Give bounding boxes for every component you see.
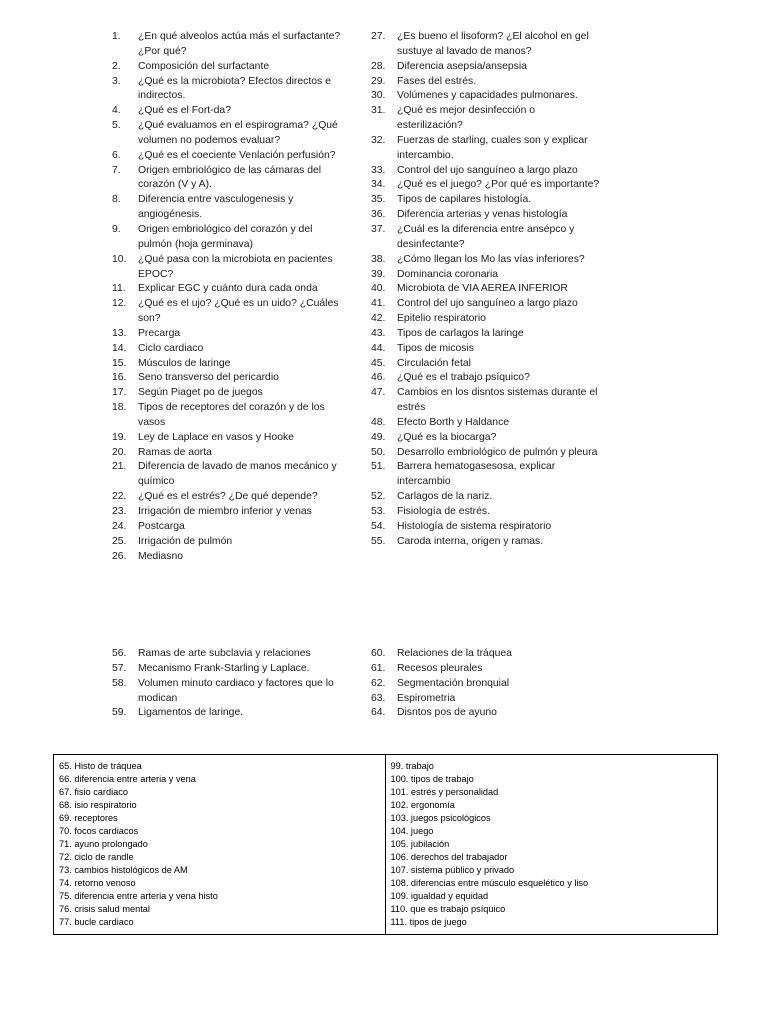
topic-row: 70. focos cardiacos xyxy=(59,826,139,836)
topic-row: 74. retorno venoso xyxy=(59,878,136,888)
question-text: Irrigación de pulmón xyxy=(138,535,233,547)
question-number: 21. xyxy=(112,461,127,473)
question-text: Epitelio respiratorio xyxy=(397,313,486,325)
question-number: 40. xyxy=(371,283,386,295)
question-item xyxy=(371,297,603,312)
topic-table xyxy=(53,754,718,935)
question-item xyxy=(112,647,344,662)
question-text: Cambios en los disntos sistemas durante el estrés xyxy=(397,387,598,414)
topic-row: 72. ciclo de randle xyxy=(59,852,134,862)
question-item xyxy=(371,692,603,707)
question-item xyxy=(371,193,603,208)
question-text: Relaciones de la tráquea xyxy=(397,648,512,659)
question-number: 58. xyxy=(112,677,127,689)
topic-row: 76. crisis salud mental xyxy=(59,904,150,914)
topic-row: 69. receptores xyxy=(59,813,118,823)
question-text: Ramas de aorta xyxy=(138,446,212,458)
question-number: 1. xyxy=(112,31,121,42)
question-text: Fases del estrés. xyxy=(397,75,477,87)
question-item xyxy=(112,193,344,223)
question-item xyxy=(371,460,603,490)
question-text: Efecto Borth y Haldance xyxy=(397,416,510,428)
topic-row: 111. tipos de juego xyxy=(390,917,467,927)
question-number: 54. xyxy=(371,520,386,532)
question-item xyxy=(371,446,603,461)
question-text: Histología de sistema respiratorio xyxy=(397,520,552,532)
question-text: Carlagos de la nariz. xyxy=(397,491,493,503)
question-number: 4. xyxy=(112,105,121,117)
question-number: 30. xyxy=(371,90,386,102)
question-text: Tipos de capilares histología. xyxy=(397,194,532,206)
question-item xyxy=(112,490,344,505)
topic-row: 73. cambios histológicos de AM xyxy=(59,865,188,875)
question-number: 3. xyxy=(112,75,121,87)
question-number: 9. xyxy=(112,223,121,235)
question-item xyxy=(371,520,603,535)
question-item xyxy=(112,662,344,677)
question-item xyxy=(371,60,603,75)
question-number: 36. xyxy=(371,209,386,221)
question-text: Fisiología de estrés. xyxy=(397,506,490,517)
question-text: Disntos pos de ayuno xyxy=(397,707,497,719)
question-item xyxy=(112,60,344,75)
question-number: 62. xyxy=(371,677,386,689)
question-text: Espirometria xyxy=(397,692,456,704)
topic-row: 109. igualdad y equidad xyxy=(390,891,489,901)
topic-row: 100. tipos de trabajo xyxy=(390,774,474,784)
question-item xyxy=(112,297,344,327)
topic-row: 71. ayuno prolongado xyxy=(59,839,148,849)
question-number: 46. xyxy=(371,372,386,384)
question-item xyxy=(112,164,344,194)
question-item xyxy=(371,104,603,134)
question-text: Volumen minuto cardiaco y factores que lo modican xyxy=(138,677,334,704)
question-item xyxy=(371,30,603,60)
question-number: 64. xyxy=(371,707,386,719)
question-item xyxy=(371,357,603,372)
topic-row: 101. estrés y personalidad xyxy=(390,787,499,797)
question-number: 23. xyxy=(112,506,127,517)
question-text: Seno transverso del pericardio xyxy=(138,372,279,384)
question-number: 38. xyxy=(371,253,386,265)
topic-table-left-column xyxy=(54,755,386,934)
topic-row: 105. jubilación xyxy=(390,839,450,849)
question-item xyxy=(371,282,603,297)
question-item xyxy=(112,119,344,149)
question-text: Segmentación bronquial xyxy=(397,677,510,689)
question-number: 8. xyxy=(112,194,121,206)
topic-row: 99. trabajo xyxy=(390,761,434,771)
question-item xyxy=(112,253,344,283)
question-item xyxy=(371,490,603,505)
question-text: Volúmenes y capacidades pulmonares. xyxy=(397,90,578,102)
question-text: ¿Qué es mejor desinfección o esterilización? xyxy=(397,105,536,132)
topic-row: 66. diferencia entre arteria y vena xyxy=(59,774,196,784)
topic-row: 108. diferencias entre músculo esquelético y liso xyxy=(390,878,589,888)
question-number: 57. xyxy=(112,662,127,674)
question-text: Músculos de laringe xyxy=(138,357,231,369)
question-number: 16. xyxy=(112,372,127,384)
topic-row: 75. diferencia entre arteria y vena histo xyxy=(59,891,218,901)
question-item xyxy=(371,312,603,327)
question-number: 51. xyxy=(371,461,386,473)
question-item xyxy=(112,104,344,119)
question-number: 53. xyxy=(371,506,386,517)
question-text: ¿Cuál es la diferencia entre ansépco y desinfectante? xyxy=(397,223,575,250)
question-item xyxy=(112,431,344,446)
question-number: 22. xyxy=(112,491,127,503)
question-number: 48. xyxy=(371,416,386,428)
question-text: Diferencia asepsia/ansepsia xyxy=(397,60,527,72)
question-text: Tipos de carlagos la laringe xyxy=(397,327,524,339)
question-item xyxy=(371,178,603,193)
question-number: 6. xyxy=(112,149,121,161)
question-number: 5. xyxy=(112,120,121,132)
question-number: 63. xyxy=(371,692,386,704)
question-number: 28. xyxy=(371,60,386,72)
question-item xyxy=(371,342,603,357)
question-text: ¿Qué es la microbiota? Efectos directos e indirectos. xyxy=(138,75,331,102)
question-text: Ligamentos de laringe. xyxy=(138,707,244,719)
topic-row: 68. isio respiratorio xyxy=(59,800,137,810)
question-text: ¿Qué es el ujo? ¿Qué es un uido? ¿Cuáles son? xyxy=(138,298,339,325)
question-number: 15. xyxy=(112,357,127,369)
question-number: 31. xyxy=(371,105,386,117)
question-list-lower-right xyxy=(371,647,603,721)
question-number: 24. xyxy=(112,520,127,532)
question-number: 56. xyxy=(112,648,127,659)
question-item xyxy=(112,677,344,707)
question-item xyxy=(371,535,603,550)
question-text: Diferencia entre vasculogenesis y angiogénesis. xyxy=(138,194,294,221)
question-text: Microbiota de VIA AEREA INFERIOR xyxy=(397,283,568,295)
question-item xyxy=(112,401,344,431)
question-text: Caroda interna, origen y ramas. xyxy=(397,535,544,547)
question-number: 52. xyxy=(371,491,386,503)
question-number: 14. xyxy=(112,342,127,354)
question-item xyxy=(112,342,344,357)
question-item xyxy=(112,706,344,721)
question-text: ¿Qué es el Fort-da? xyxy=(138,105,231,117)
question-number: 34. xyxy=(371,179,386,191)
question-text: ¿En qué alveolos actúa más el surfactante? ¿Por qué? xyxy=(138,31,341,57)
question-item xyxy=(371,268,603,283)
question-list-right xyxy=(371,30,603,550)
question-text: Origen embriológico de las cámaras del corazón (V y A). xyxy=(138,164,322,191)
question-item xyxy=(371,416,603,431)
question-number: 29. xyxy=(371,75,386,87)
question-text: Origen embriológico del corazón y del pulmón (hoja germinava) xyxy=(138,223,313,250)
question-text: Control del ujo sanguíneo a largo plazo xyxy=(397,298,578,310)
question-item xyxy=(371,327,603,342)
topic-row: 65. Histo de tráquea xyxy=(59,761,142,771)
question-text: Tipos de micosis xyxy=(397,342,474,354)
question-item xyxy=(371,677,603,692)
question-number: 25. xyxy=(112,535,127,547)
question-item xyxy=(371,647,603,662)
question-item xyxy=(371,662,603,677)
question-number: 42. xyxy=(371,313,386,325)
question-text: Recesos pleurales xyxy=(397,662,483,674)
question-number: 32. xyxy=(371,134,386,146)
question-text: Circulación fetal xyxy=(397,357,471,369)
question-number: 18. xyxy=(112,402,127,414)
question-text: ¿Qué evaluamos en el espirograma? ¿Qué volumen no podemos evaluar? xyxy=(138,120,338,146)
question-text: Según Piaget po de juegos xyxy=(138,387,263,399)
question-text: Composición del surfactante xyxy=(138,60,270,72)
question-number: 20. xyxy=(112,446,127,458)
question-text: ¿Qué pasa con la microbiota en pacientes EPOC? xyxy=(138,253,333,280)
topic-row: 104. juego xyxy=(390,826,434,836)
question-item xyxy=(112,223,344,253)
question-text: ¿Qué es la biocarga? xyxy=(397,431,497,443)
topic-row: 102. ergonomía xyxy=(390,800,455,810)
question-text: Ley de Laplace en vasos y Hooke xyxy=(138,431,294,443)
question-text: Mediasno xyxy=(138,550,184,562)
question-number: 13. xyxy=(112,327,127,339)
question-number: 27. xyxy=(371,31,386,42)
question-text: Mecanismo Frank-Starling y Laplace. xyxy=(138,662,310,674)
question-item xyxy=(371,223,603,253)
question-text: Ramas de arte subclavia y relaciones xyxy=(138,648,311,659)
question-number: 7. xyxy=(112,164,121,176)
question-number: 43. xyxy=(371,327,386,339)
question-text: Postcarga xyxy=(138,520,185,532)
topic-row: 107. sistema público y privado xyxy=(390,865,515,875)
question-text: Ciclo cardiaco xyxy=(138,342,204,354)
question-number: 26. xyxy=(112,550,127,562)
question-number: 61. xyxy=(371,662,386,674)
question-item xyxy=(112,550,344,565)
question-number: 59. xyxy=(112,707,127,719)
question-item xyxy=(371,706,603,721)
question-item xyxy=(112,149,344,164)
question-number: 2. xyxy=(112,60,121,72)
question-number: 50. xyxy=(371,446,386,458)
question-text: Irrigación de miembro inferior y venas xyxy=(138,506,312,517)
question-item xyxy=(112,327,344,342)
question-item xyxy=(371,75,603,90)
question-number: 39. xyxy=(371,268,386,280)
question-item xyxy=(112,371,344,386)
question-number: 11. xyxy=(112,283,126,295)
question-item xyxy=(371,164,603,179)
question-text: Barrera hematogasesosa, explicar intercambio xyxy=(397,461,556,488)
question-number: 17. xyxy=(112,387,127,399)
question-item xyxy=(112,30,344,60)
question-number: 49. xyxy=(371,431,386,443)
question-number: 19. xyxy=(112,431,127,443)
question-number: 47. xyxy=(371,387,386,399)
question-item xyxy=(371,371,603,386)
question-text: ¿Qué es el trabajo psíquico? xyxy=(397,372,530,384)
question-item xyxy=(112,357,344,372)
topic-table-right-column xyxy=(386,755,718,934)
question-item xyxy=(112,460,344,490)
question-text: Diferencia de lavado de manos mecánico y químico xyxy=(138,461,337,488)
question-item xyxy=(371,134,603,164)
question-text: Explicar EGC y cuánto dura cada onda xyxy=(138,283,318,295)
question-text: ¿Qué es el juego? ¿Por qué es importante? xyxy=(397,179,600,191)
question-item xyxy=(371,208,603,223)
topic-row: 67. fisio cardiaco xyxy=(59,787,128,797)
topic-row: 106. derechos del trabajador xyxy=(390,852,508,862)
question-item xyxy=(112,535,344,550)
question-text: ¿Qué es el coeciente Venlación perfusión? xyxy=(138,149,336,161)
question-item xyxy=(371,253,603,268)
question-text: ¿Es bueno el lisoform? ¿El alcohol en gel sustuye al lavado de manos? xyxy=(397,31,589,57)
question-text: ¿Qué es el estrés? ¿De qué depende? xyxy=(138,491,318,503)
question-item xyxy=(112,75,344,105)
question-item xyxy=(371,505,603,520)
question-number: 45. xyxy=(371,357,386,369)
question-item xyxy=(371,386,603,416)
question-item xyxy=(112,446,344,461)
question-text: Control del ujo sanguíneo a largo plazo xyxy=(397,164,578,176)
question-text: Desarrollo embriológico de pulmón y pleura xyxy=(397,446,598,458)
topic-row: 77. bucle cardiaco xyxy=(59,917,134,927)
question-number: 60. xyxy=(371,648,386,659)
question-text: Dominancia coronaria xyxy=(397,268,499,280)
question-text: Tipos de receptores del corazón y de los vasos xyxy=(138,402,325,428)
question-text: Diferencia arterias y venas histología xyxy=(397,209,568,221)
topic-row: 110. que es trabajo psíquico xyxy=(390,904,506,914)
question-item xyxy=(112,505,344,520)
question-number: 33. xyxy=(371,164,386,176)
question-number: 41. xyxy=(371,298,386,310)
question-item xyxy=(371,89,603,104)
topic-row: 103. juegos psicológicos xyxy=(390,813,491,823)
question-number: 44. xyxy=(371,342,386,354)
question-text: ¿Cómo llegan los Mo las vías inferiores? xyxy=(397,253,585,265)
question-number: 37. xyxy=(371,223,386,235)
question-number: 35. xyxy=(371,194,386,206)
question-item xyxy=(371,431,603,446)
question-number: 10. xyxy=(112,253,127,265)
question-list-lower-left xyxy=(112,647,344,721)
question-text: Precarga xyxy=(138,327,181,339)
question-list-left xyxy=(112,30,344,564)
question-item xyxy=(112,520,344,535)
question-item xyxy=(112,386,344,401)
question-number: 12. xyxy=(112,298,127,310)
question-item xyxy=(112,282,344,297)
question-text: Fuerzas de starling, cuales son y explicar intercambio. xyxy=(397,134,588,161)
question-number: 55. xyxy=(371,535,386,547)
